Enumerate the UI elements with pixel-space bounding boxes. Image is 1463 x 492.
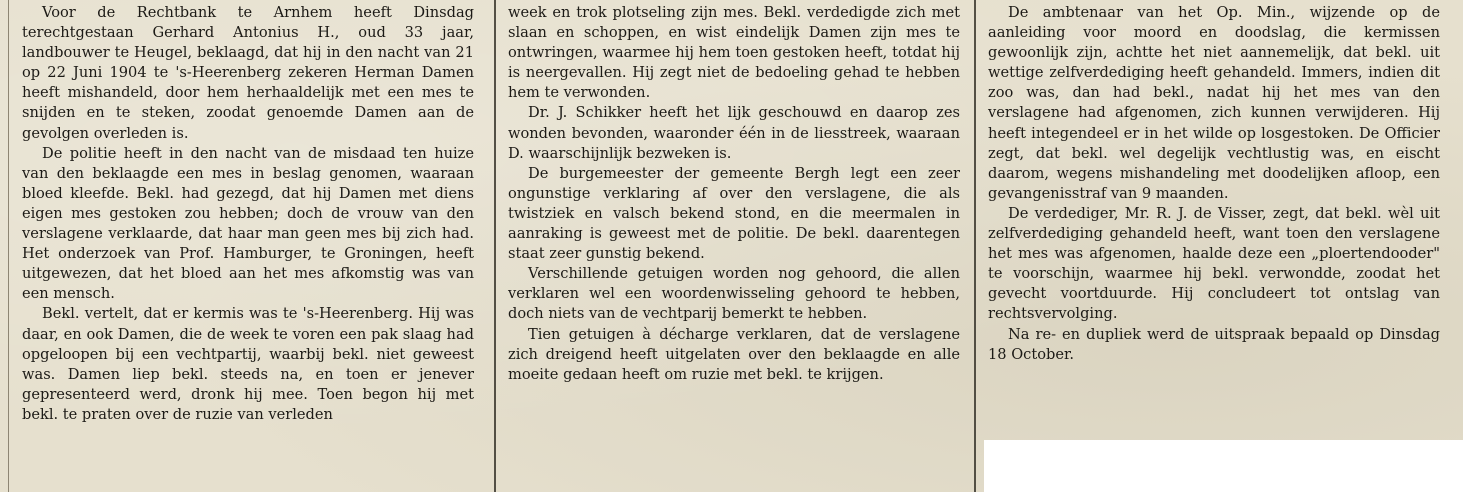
paragraph: De politie heeft in den nacht van de misdaad ten huize van den beklaagde een mes in beslag genomen, waaraan bloed kleefde. Bekl. had gezegd, dat hij Damen met diens eigen mes gestoken zou hebben; doch de vrouw van den verslagene verklaarde, dat haar man geen mes bij zich had. Het onderzoek van Prof. Hamburger, te Groningen, heeft uitgewezen, dat het bloed aan het mes afkomstig was van een mensch. (22, 144, 474, 303)
paragraph: De verdediger, Mr. R. J. de Visser, zegt, dat bekl. wèl uit zelfverdediging gehandeld heeft, want toen den verslagene het mes was afgenomen, haalde deze een „ploertendooder" te voorschijn, waarmee hij bekl. verwondde, zoodat het gevecht voortduurde. Hij concludeert tot ontslag van rechtsvervolging. (988, 204, 1440, 323)
article-column-3 (988, 3, 1440, 365)
article-column-1 (22, 3, 474, 425)
column-divider (974, 0, 976, 492)
paragraph: Dr. J. Schikker heeft het lijk geschouwd en daarop zes wonden bevonden, waaronder één in de liesstreek, waaraan D. waarschijnlijk bezweken is. (508, 104, 960, 162)
article-column-2 (508, 3, 960, 385)
paragraph: Na re- en dupliek werd de uitspraak bepaald op Dinsdag 18 October. (988, 325, 1440, 363)
paragraph: De ambtenaar van het Op. Min., wijzende op de aanleiding voor moord en doodslag, die kermissen gewoonlijk zijn, achtte het niet aannemelijk, dat bekl. uit wettige zelfverdediging heeft gehandeld. Immers, indien dit zoo was, dan had bekl., nadat hij het mes van den verslagene had afgenomen, zich kunnen verwijderen. Hij heeft integendeel er in het wilde op losgestoken. De Officier zegt, dat bekl. wel degelijk vechtlustig was, en eischt daarom, wegens mishandeling met doodelijken afloop, een gevangenisstraf van 9 maanden. (988, 4, 1440, 202)
paragraph: Verschillende getuigen worden nog gehoord, die allen verklaren wel een woordenwisseling gehoord te hebben, doch niets van de vechtparij bemerkt te hebben. (508, 265, 960, 323)
page-edge (8, 0, 9, 492)
paragraph: Voor de Rechtbank te Arnhem heeft Dinsdag terechtgestaan Gerhard Antonius H., oud 33 jaar, landbouwer te Heugel, beklaagd, dat hij in den nacht van 21 op 22 Juni 1904 te 's-Heerenberg zekeren Herman Damen heeft mishandeld, door hem herhaaldelijk met een mes te snijden en te steken, zoodat genoemde Damen aan de gevolgen overleden is. (22, 4, 474, 142)
blank-area (984, 440, 1463, 492)
paragraph: Bekl. vertelt, dat er kermis was te 's-Heerenberg. Hij was daar, en ook Damen, die de week te voren een pak slaag had opgeloopen bij een vechtpartij, waarbij bekl. niet geweest was. Damen liep bekl. steeds na, en toen er jenever gepresenteerd werd, dronk hij mee. Toen begon hij met bekl. te praten over de ruzie van verleden (22, 305, 474, 423)
paragraph: De burgemeester der gemeente Bergh legt een zeer ongunstige verklaring af over den verslagene, die als twistziek en valsch bekend stond, en die meermalen in aanraking is geweest met de politie. De bekl. daarentegen staat zeer gunstig bekend. (508, 164, 960, 263)
column-divider (494, 0, 496, 492)
paragraph: week en trok plotseling zijn mes. Bekl. verdedigde zich met slaan en schoppen, en wist eindelijk Damen zijn mes te ontwringen, waarmee hij hem toen gestoken heeft, totdat hij is neergevallen. Hij zegt niet de bedoeling gehad te hebben hem te verwonden. (508, 4, 960, 102)
paragraph: Tien getuigen à décharge verklaren, dat de verslagene zich dreigend heeft uitgelaten over den beklaagde en alle moeite gedaan heeft om ruzie met bekl. te krijgen. (508, 325, 960, 383)
